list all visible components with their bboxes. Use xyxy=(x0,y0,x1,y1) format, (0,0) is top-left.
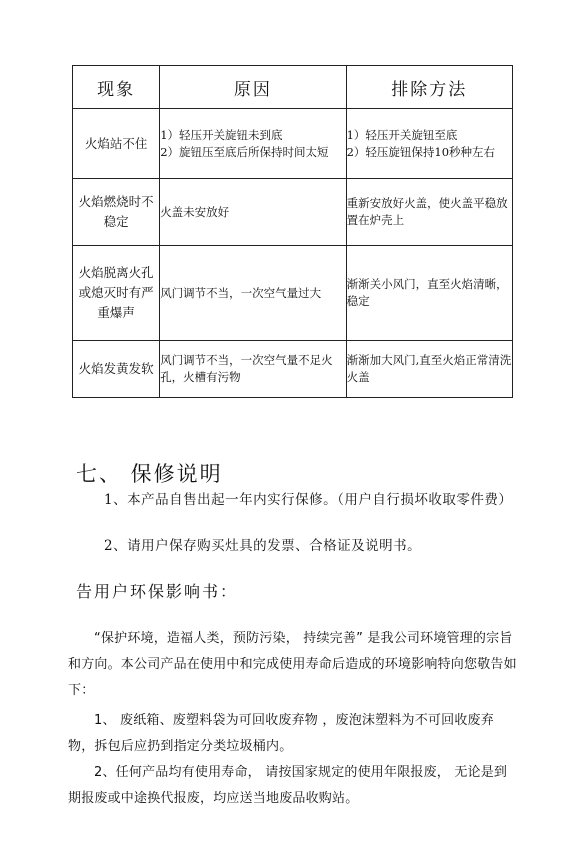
cause-cell: 火盖未安放好 xyxy=(160,179,346,246)
header-symptom: 现象 xyxy=(73,66,160,109)
fix-cell: 渐渐关小风门，直至火焰清晰，稳定 xyxy=(346,246,512,341)
header-cause: 原因 xyxy=(160,66,346,109)
table-header-row xyxy=(73,66,513,109)
notice-item-1: 1、 废纸箱、废塑料袋为可回收废弃物 ，废泡沫塑料为不可回收废弃物，拆包后应扔到指定分类垃圾桶内。 xyxy=(68,713,494,754)
troubleshooting-table xyxy=(72,65,513,398)
cause-item: 2）旋钮压至底后所保持时间太短 xyxy=(160,144,329,159)
cause-item: 1）轻压开关旋钮未到底 xyxy=(160,127,283,142)
table-row xyxy=(73,341,513,398)
fix-cell xyxy=(346,109,512,179)
symptom-cell: 火焰站不住 xyxy=(73,109,160,179)
table-row xyxy=(73,109,513,179)
fix-cell: 重新安放好火盖，使火盖平稳放置在炉壳上 xyxy=(346,179,512,246)
notice-intro: “保护环境，造福人类，预防污染， 持续完善” 是我公司环境管理的宗旨和方向。本公司产品在使用中和完成使用寿命后造成的环境影响特向您敬告如下： xyxy=(68,631,517,698)
cause-cell: 风门调节不当，一次空气量过大 xyxy=(160,246,346,341)
symptom-cell: 火焰脱离火孔或熄灭时有严重爆声 xyxy=(73,246,160,341)
table-row xyxy=(73,246,513,341)
fix-item: 2）轻压旋钮保持10秒种左右 xyxy=(346,144,496,159)
cause-cell: 风门调节不当，一次空气量不足火孔，火槽有污物 xyxy=(160,341,346,398)
warranty-item-2: 2、请用户保存购买灶具的发票、合格证及说明书。 xyxy=(104,538,422,554)
cause-cell xyxy=(160,109,346,179)
symptom-cell: 火焰发黄发软 xyxy=(73,341,160,398)
symptom-cell: 火焰燃烧时不稳定 xyxy=(73,179,160,246)
warranty-item-1: 1、本产品自售出起一年内实行保修。（用户自行损坏收取零件费） xyxy=(104,492,513,508)
fix-cell: 渐渐加大风门,直至火焰正常清洗火盖 xyxy=(346,341,512,398)
notice-title: 告用户环保影响书： xyxy=(76,582,239,601)
table-row xyxy=(73,179,513,246)
notice-item-2: 2、任何产品均有使用寿命， 请按国家规定的使用年限报废， 无论是到期报废或中途换代报废，均应送当地废品收购站。 xyxy=(68,765,508,806)
fix-item: 1）轻压开关旋钮至底 xyxy=(346,127,458,142)
warranty-heading: 七、 保修说明 xyxy=(76,462,223,486)
header-fix: 排除方法 xyxy=(346,66,512,109)
